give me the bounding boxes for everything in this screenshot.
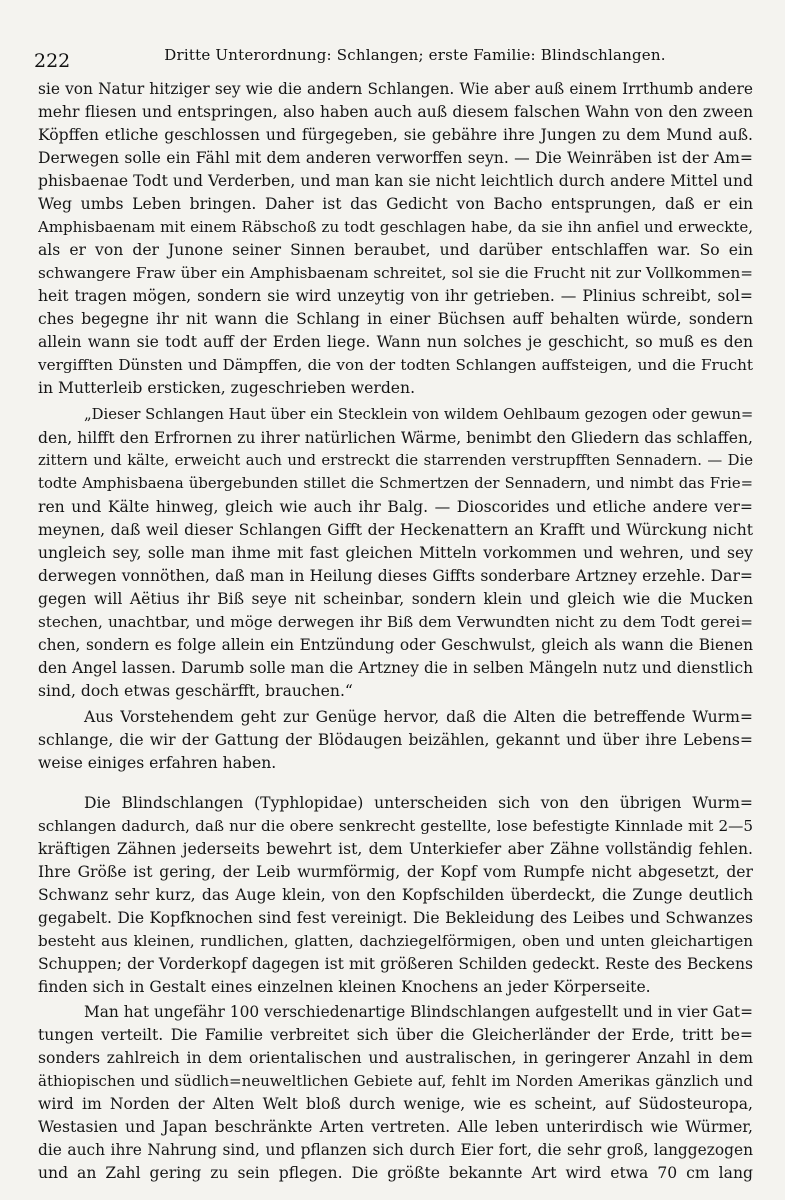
text-line: finden sich in Gestalt eines einzelnen kleinen Knochens an jeder Körperseite. [38, 978, 651, 996]
text-line: gegabelt. Die Kopfknochen sind fest vereinigt. Die Bekleidung des Leibes und Schwanzes [38, 909, 753, 927]
text-line: „Dieser Schlangen Haut über ein Stecklein von wildem Oehlbaum gezogen oder gewun= [84, 406, 753, 423]
text-line: besteht aus kleinen, rundlichen, glatten, dachziegelförmigen, oben und unten gleichartigen [38, 932, 753, 950]
text-line: Köpffen etliche geschlossen und fürgegeben, sie gebähre ihre Jungen zu dem Mund auß. [38, 126, 753, 144]
text-line: den Angel lassen. Darumb solle man die Artzney die in selben Mängeln nutz und dienstlich [38, 659, 753, 677]
text-line: Schwanz sehr kurz, das Auge klein, von den Kopfschilden überdeckt, die Zunge deutlich [38, 886, 753, 904]
text-line: Schuppen; der Vorderkopf dagegen ist mit größeren Schilden gedeckt. Reste des Beckens [38, 955, 753, 973]
text-line: und an Zahl gering zu sein pflegen. Die größte bekannte Art wird etwa 70 cm lang [38, 1164, 753, 1182]
text-line: Man hat ungefähr 100 verschiedenartige Blindschlangen aufgestellt und in vier Gat= [84, 1003, 753, 1021]
text-line: derwegen vonnöthen, daß man in Heilung dieses Giffts sonderbare Artzney erzehle. Dar= [38, 567, 753, 585]
text-line: die auch ihre Nahrung sind, und pflanzen sich durch Eier fort, die sehr groß, langgezogen [38, 1141, 753, 1159]
text-line: ches begegne ihr nit wann die Schlang in einer Büchsen auff behalten würde, sondern [38, 310, 753, 328]
text-line: Die Blindschlangen (Typhlopidae) unterscheiden sich von den übrigen Wurm= [84, 794, 753, 812]
text-line: chen, sondern es folge allein ein Entzündung oder Geschwulst, gleich als wann die Bienen [38, 636, 753, 654]
text-line: in Mutterleib ersticken, zugeschrieben werden. [38, 379, 416, 397]
text-line: als er von der Junone seiner Sinnen beraubet, und darüber entschlaffen war. So ein [38, 241, 753, 259]
text-line: phisbaenae Todt und Verderben, und man kan sie nicht leichtlich durch andere Mittel und [38, 172, 753, 190]
text-line: ungleich sey, solle man ihme mit fast gleichen Mitteln vorkommen und wehren, und sey [38, 544, 753, 562]
text-line: todte Amphisbaena übergebunden stillet die Schmertzen der Sennadern, und nimbt das Frie= [38, 475, 753, 492]
page-number: 222 [34, 50, 71, 72]
text-line: ren und Kälte hinweg, gleich wie auch ihr Balg. — Dioscorides und etliche andere ver= [38, 498, 753, 516]
text-line: heit tragen mögen, sondern sie wird unzeytig von ihr getrieben. — Plinius schreibt, sol= [38, 287, 753, 305]
text-line: äthiopischen und südlich=neuweltlichen Gebiete auf, fehlt im Norden Amerikas gänzlich und [38, 1072, 753, 1090]
text-line: Aus Vorstehendem geht zur Genüge hervor, daß die Alten die betreffende Wurm= [84, 708, 753, 726]
text-line: kräftigen Zähnen jederseits bewehrt ist, dem Unterkiefer aber Zähne vollständig fehlen. [38, 840, 753, 858]
text-line: Amphisbaenam mit einem Räbschoß zu todt geschlagen habe, da sie ihn anfiel und erweckte, [38, 218, 753, 236]
text-line: sie von Natur hitziger sey wie die andern Schlangen. Wie aber auß einem Irrthumb andere [38, 80, 753, 98]
text-line: zittern und kälte, erweicht auch und erstreckt die starrenden verstrupfften Sennadern. — Die [38, 452, 753, 469]
running-title: Dritte Unterordnung: Schlangen; erste Familie: Blindschlangen. [164, 46, 666, 64]
text-line: sonders zahlreich in dem orientalischen und australischen, in geringerer Anzahl in dem [38, 1049, 753, 1067]
text-line: mehr fliesen und entspringen, also haben auch auß diesem falschen Wahn von den zween [38, 103, 753, 121]
text-line: stechen, unachtbar, und möge derwegen ihr Biß dem Verwundten nicht zu dem Todt gerei= [38, 613, 753, 631]
text-line: den, hilfft den Erfrornen zu ihrer natürlichen Wärme, benimbt den Gliedern das schlaffen, [38, 429, 753, 447]
page-header [34, 46, 755, 74]
text-line: vergifften Dünsten und Dämpffen, die von der todten Schlangen auffsteigen, und die Frucht [38, 356, 753, 374]
text-line: gegen will Aëtius ihr Biß seye nit scheinbar, sondern klein und gleich wie die Mucken [38, 590, 753, 608]
text-line: Ihre Größe ist gering, der Leib wurmförmig, der Kopf vom Rumpfe nicht abgesetzt, der [38, 863, 753, 881]
text-line: weise einiges erfahren haben. [38, 754, 277, 772]
text-line: schlange, die wir der Gattung der Blödaugen beizählen, gekannt und über ihre Lebens= [38, 731, 753, 749]
text-line: schlangen dadurch, daß nur die obere senkrecht gestellte, lose befestigte Kinnlade mit 2—5 [38, 817, 753, 835]
text-line: Westasien und Japan beschränkte Arten vertreten. Alle leben unterirdisch wie Würmer, [38, 1118, 753, 1136]
text-line: sind, doch etwas geschärfft, brauchen.“ [38, 682, 353, 700]
text-line: Derwegen solle ein Fähl mit dem anderen verworffen seyn. — Die Weinräben ist der Am= [38, 149, 753, 167]
text-line: Weg umbs Leben bringen. Daher ist das Gedicht von Bacho entsprungen, daß er ein [38, 195, 753, 213]
text-line: meynen, daß weil dieser Schlangen Gifft der Heckenattern an Krafft und Würckung nicht [38, 521, 753, 539]
text-line: wird im Norden der Alten Welt bloß durch wenige, wie es scheint, auf Südosteuropa, [38, 1095, 753, 1113]
text-line: schwangere Fraw über ein Amphisbaenam schreitet, sol sie die Frucht nit zur Vollkommen= [38, 264, 753, 282]
text-line: tungen verteilt. Die Familie verbreitet sich über die Gleicherländer der Erde, tritt be= [38, 1026, 753, 1044]
text-line: allein wann sie todt auff der Erden liege. Wann nun solches je geschicht, so muß es den [38, 333, 753, 351]
